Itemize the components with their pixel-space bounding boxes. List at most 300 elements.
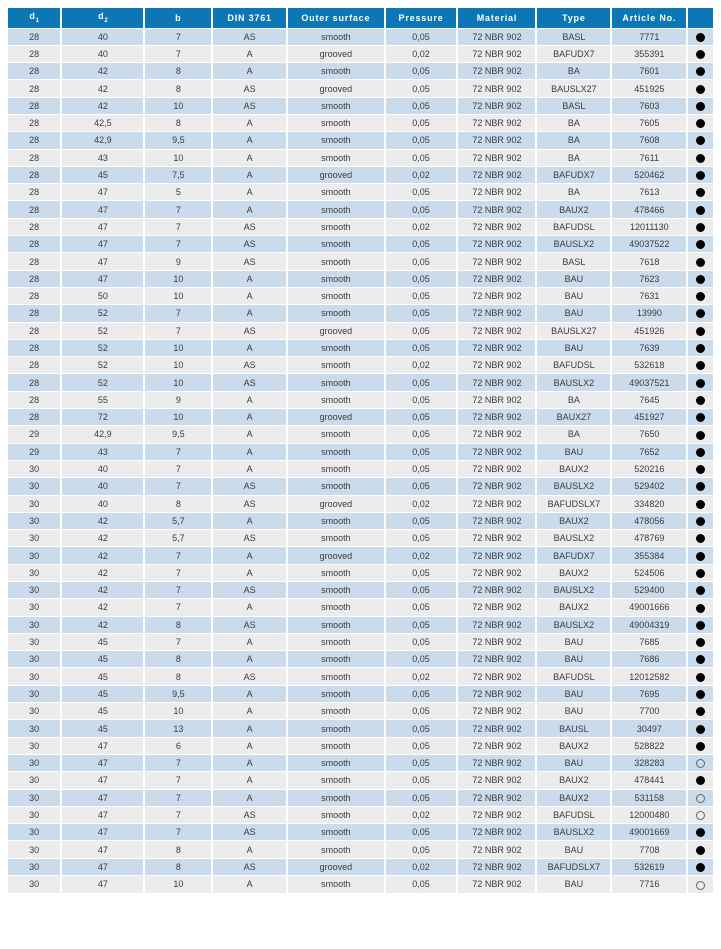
cell-material: 72 NBR 902 xyxy=(457,530,536,547)
cell-marker xyxy=(687,132,713,149)
cell-marker xyxy=(687,582,713,599)
cell-material: 72 NBR 902 xyxy=(457,703,536,720)
cell-din: AS xyxy=(212,97,287,114)
cell-pressure: 0,05 xyxy=(385,789,458,806)
cell-b: 7 xyxy=(144,547,212,564)
cell-din: AS xyxy=(212,582,287,599)
cell-article: 7686 xyxy=(611,651,687,668)
cell-d2: 47 xyxy=(61,841,144,858)
table-row xyxy=(8,564,713,581)
cell-material: 72 NBR 902 xyxy=(457,80,536,97)
cell-d2: 42 xyxy=(61,512,144,529)
table-row xyxy=(8,236,713,253)
cell-d2: 47 xyxy=(61,737,144,754)
cell-article: 12011130 xyxy=(611,218,687,235)
cell-pressure: 0,02 xyxy=(385,218,458,235)
table-row xyxy=(8,599,713,616)
cell-b: 7 xyxy=(144,218,212,235)
cell-pressure: 0,05 xyxy=(385,530,458,547)
cell-type: BAFUDSL xyxy=(536,806,611,823)
filled-circle-icon xyxy=(696,465,705,474)
cell-marker xyxy=(687,495,713,512)
cell-din: AS xyxy=(212,806,287,823)
table-row xyxy=(8,633,713,650)
cell-outer: smooth xyxy=(287,28,384,45)
cell-b: 7 xyxy=(144,478,212,495)
cell-d1: 28 xyxy=(8,357,61,374)
cell-material: 72 NBR 902 xyxy=(457,184,536,201)
cell-article: 7685 xyxy=(611,633,687,650)
cell-article: 49004319 xyxy=(611,616,687,633)
cell-outer: smooth xyxy=(287,443,384,460)
cell-article: 328283 xyxy=(611,754,687,771)
cell-article: 49037521 xyxy=(611,374,687,391)
cell-b: 7 xyxy=(144,582,212,599)
filled-circle-icon xyxy=(696,863,705,872)
cell-b: 10 xyxy=(144,97,212,114)
cell-pressure: 0,05 xyxy=(385,737,458,754)
table-row xyxy=(8,97,713,114)
cell-b: 7 xyxy=(144,599,212,616)
cell-pressure: 0,02 xyxy=(385,547,458,564)
cell-outer: smooth xyxy=(287,357,384,374)
cell-article: 7645 xyxy=(611,391,687,408)
cell-din: AS xyxy=(212,824,287,841)
cell-type: BAFUDSLX7 xyxy=(536,858,611,875)
cell-article: 49037522 xyxy=(611,236,687,253)
cell-pressure: 0,05 xyxy=(385,339,458,356)
cell-article: 528822 xyxy=(611,737,687,754)
cell-b: 8 xyxy=(144,651,212,668)
cell-marker xyxy=(687,201,713,218)
cell-material: 72 NBR 902 xyxy=(457,668,536,685)
cell-pressure: 0,02 xyxy=(385,858,458,875)
cell-type: BAU xyxy=(536,703,611,720)
filled-circle-icon xyxy=(696,586,705,595)
cell-din: A xyxy=(212,876,287,893)
table-row xyxy=(8,824,713,841)
cell-marker xyxy=(687,391,713,408)
table-row xyxy=(8,668,713,685)
column-header-b xyxy=(144,8,212,28)
cell-marker xyxy=(687,806,713,823)
cell-article: 7613 xyxy=(611,184,687,201)
cell-din: A xyxy=(212,201,287,218)
cell-material: 72 NBR 902 xyxy=(457,236,536,253)
cell-outer: smooth xyxy=(287,114,384,131)
cell-din: A xyxy=(212,703,287,720)
filled-circle-icon xyxy=(696,206,705,215)
cell-article: 478441 xyxy=(611,772,687,789)
cell-din: AS xyxy=(212,530,287,547)
cell-b: 7 xyxy=(144,633,212,650)
column-header-label: d xyxy=(29,11,36,22)
cell-d1: 28 xyxy=(8,166,61,183)
cell-pressure: 0,05 xyxy=(385,287,458,304)
cell-marker xyxy=(687,478,713,495)
cell-marker xyxy=(687,512,713,529)
cell-d1: 29 xyxy=(8,426,61,443)
cell-d2: 55 xyxy=(61,391,144,408)
cell-pressure: 0,05 xyxy=(385,322,458,339)
cell-marker xyxy=(687,63,713,80)
table-row xyxy=(8,166,713,183)
cell-d1: 30 xyxy=(8,824,61,841)
table-row xyxy=(8,789,713,806)
cell-pressure: 0,02 xyxy=(385,806,458,823)
cell-material: 72 NBR 902 xyxy=(457,564,536,581)
cell-marker xyxy=(687,270,713,287)
cell-din: AS xyxy=(212,374,287,391)
table-row xyxy=(8,305,713,322)
cell-d1: 28 xyxy=(8,305,61,322)
cell-type: BASL xyxy=(536,253,611,270)
cell-b: 9,5 xyxy=(144,426,212,443)
cell-pressure: 0,05 xyxy=(385,512,458,529)
cell-b: 8 xyxy=(144,858,212,875)
cell-b: 8 xyxy=(144,80,212,97)
cell-d1: 28 xyxy=(8,391,61,408)
cell-article: 7652 xyxy=(611,443,687,460)
cell-material: 72 NBR 902 xyxy=(457,287,536,304)
cell-pressure: 0,05 xyxy=(385,478,458,495)
filled-circle-icon xyxy=(696,742,705,751)
cell-type: BAUSLX27 xyxy=(536,322,611,339)
cell-outer: smooth xyxy=(287,339,384,356)
cell-din: A xyxy=(212,114,287,131)
cell-material: 72 NBR 902 xyxy=(457,512,536,529)
filled-circle-icon xyxy=(696,292,705,301)
cell-d2: 43 xyxy=(61,149,144,166)
filled-circle-icon xyxy=(696,448,705,457)
cell-type: BAUSLX2 xyxy=(536,616,611,633)
cell-type: BAFUDSL xyxy=(536,218,611,235)
cell-b: 6 xyxy=(144,737,212,754)
cell-article: 12000480 xyxy=(611,806,687,823)
cell-pressure: 0,05 xyxy=(385,443,458,460)
cell-d1: 30 xyxy=(8,512,61,529)
cell-d2: 52 xyxy=(61,305,144,322)
cell-marker xyxy=(687,28,713,45)
cell-article: 7716 xyxy=(611,876,687,893)
cell-din: A xyxy=(212,305,287,322)
cell-material: 72 NBR 902 xyxy=(457,339,536,356)
cell-din: A xyxy=(212,685,287,702)
cell-pressure: 0,05 xyxy=(385,236,458,253)
cell-b: 9,5 xyxy=(144,685,212,702)
cell-d1: 28 xyxy=(8,253,61,270)
cell-pressure: 0,05 xyxy=(385,63,458,80)
cell-type: BA xyxy=(536,149,611,166)
filled-circle-icon xyxy=(696,828,705,837)
cell-article: 7708 xyxy=(611,841,687,858)
cell-b: 13 xyxy=(144,720,212,737)
cell-b: 10 xyxy=(144,409,212,426)
cell-din: A xyxy=(212,391,287,408)
cell-material: 72 NBR 902 xyxy=(457,218,536,235)
cell-pressure: 0,05 xyxy=(385,651,458,668)
table-header xyxy=(8,8,713,28)
cell-d1: 30 xyxy=(8,720,61,737)
cell-din: A xyxy=(212,149,287,166)
cell-d1: 30 xyxy=(8,564,61,581)
table-row xyxy=(8,426,713,443)
cell-pressure: 0,05 xyxy=(385,824,458,841)
cell-d1: 28 xyxy=(8,28,61,45)
cell-outer: smooth xyxy=(287,460,384,477)
cell-material: 72 NBR 902 xyxy=(457,651,536,668)
cell-material: 72 NBR 902 xyxy=(457,616,536,633)
cell-pressure: 0,05 xyxy=(385,460,458,477)
cell-pressure: 0,05 xyxy=(385,97,458,114)
cell-type: BAUX2 xyxy=(536,599,611,616)
cell-pressure: 0,02 xyxy=(385,357,458,374)
cell-outer: smooth xyxy=(287,772,384,789)
cell-material: 72 NBR 902 xyxy=(457,460,536,477)
cell-type: BAU xyxy=(536,339,611,356)
cell-marker xyxy=(687,703,713,720)
table-row xyxy=(8,357,713,374)
cell-article: 451927 xyxy=(611,409,687,426)
cell-d1: 29 xyxy=(8,443,61,460)
cell-article: 7695 xyxy=(611,685,687,702)
cell-d1: 30 xyxy=(8,599,61,616)
cell-outer: smooth xyxy=(287,132,384,149)
cell-d2: 42 xyxy=(61,616,144,633)
table-row xyxy=(8,28,713,45)
filled-circle-icon xyxy=(696,431,705,440)
cell-d2: 47 xyxy=(61,754,144,771)
cell-b: 8 xyxy=(144,668,212,685)
table-row xyxy=(8,582,713,599)
cell-marker xyxy=(687,876,713,893)
cell-din: AS xyxy=(212,80,287,97)
cell-din: AS xyxy=(212,668,287,685)
cell-type: BAU xyxy=(536,651,611,668)
cell-outer: smooth xyxy=(287,876,384,893)
cell-outer: smooth xyxy=(287,478,384,495)
cell-material: 72 NBR 902 xyxy=(457,858,536,875)
cell-type: BAFUDSL xyxy=(536,668,611,685)
cell-pressure: 0,05 xyxy=(385,616,458,633)
cell-pressure: 0,05 xyxy=(385,409,458,426)
cell-din: A xyxy=(212,287,287,304)
cell-d1: 28 xyxy=(8,114,61,131)
cell-din: AS xyxy=(212,253,287,270)
cell-d1: 30 xyxy=(8,582,61,599)
cell-d1: 30 xyxy=(8,876,61,893)
cell-d1: 28 xyxy=(8,63,61,80)
filled-circle-icon xyxy=(696,500,705,509)
filled-circle-icon xyxy=(696,534,705,543)
column-header-label: Article No. xyxy=(622,12,677,23)
cell-type: BAFUDX7 xyxy=(536,547,611,564)
cell-d2: 50 xyxy=(61,287,144,304)
cell-marker xyxy=(687,305,713,322)
table-row xyxy=(8,443,713,460)
cell-d1: 28 xyxy=(8,201,61,218)
cell-d1: 30 xyxy=(8,668,61,685)
cell-din: A xyxy=(212,772,287,789)
cell-outer: smooth xyxy=(287,287,384,304)
cell-pressure: 0,05 xyxy=(385,703,458,720)
cell-outer: smooth xyxy=(287,184,384,201)
cell-d1: 30 xyxy=(8,806,61,823)
cell-material: 72 NBR 902 xyxy=(457,720,536,737)
cell-b: 10 xyxy=(144,287,212,304)
filled-circle-icon xyxy=(696,223,705,232)
cell-pressure: 0,05 xyxy=(385,876,458,893)
cell-outer: smooth xyxy=(287,737,384,754)
cell-din: A xyxy=(212,651,287,668)
cell-pressure: 0,05 xyxy=(385,685,458,702)
cell-d1: 28 xyxy=(8,322,61,339)
cell-marker xyxy=(687,789,713,806)
product-table xyxy=(8,8,713,893)
cell-b: 7 xyxy=(144,824,212,841)
cell-material: 72 NBR 902 xyxy=(457,478,536,495)
cell-din: A xyxy=(212,63,287,80)
cell-b: 8 xyxy=(144,114,212,131)
cell-d2: 52 xyxy=(61,339,144,356)
cell-material: 72 NBR 902 xyxy=(457,305,536,322)
cell-type: BAUSLX2 xyxy=(536,374,611,391)
cell-article: 12012582 xyxy=(611,668,687,685)
column-header-d1 xyxy=(8,8,61,28)
cell-marker xyxy=(687,616,713,633)
cell-material: 72 NBR 902 xyxy=(457,391,536,408)
cell-d2: 45 xyxy=(61,668,144,685)
cell-b: 5 xyxy=(144,184,212,201)
cell-type: BA xyxy=(536,132,611,149)
cell-article: 7618 xyxy=(611,253,687,270)
cell-d1: 30 xyxy=(8,547,61,564)
cell-article: 451925 xyxy=(611,80,687,97)
cell-material: 72 NBR 902 xyxy=(457,253,536,270)
cell-type: BAUSLX2 xyxy=(536,530,611,547)
cell-marker xyxy=(687,599,713,616)
cell-pressure: 0,05 xyxy=(385,132,458,149)
filled-circle-icon xyxy=(696,655,705,664)
cell-d2: 45 xyxy=(61,685,144,702)
cell-material: 72 NBR 902 xyxy=(457,270,536,287)
cell-din: AS xyxy=(212,858,287,875)
cell-type: BA xyxy=(536,391,611,408)
cell-marker xyxy=(687,633,713,650)
column-header-label: Pressure xyxy=(398,12,444,23)
filled-circle-icon xyxy=(696,136,705,145)
cell-d2: 40 xyxy=(61,45,144,62)
cell-type: BAU xyxy=(536,633,611,650)
cell-type: BAU xyxy=(536,685,611,702)
cell-material: 72 NBR 902 xyxy=(457,149,536,166)
table-row xyxy=(8,530,713,547)
cell-d2: 42 xyxy=(61,63,144,80)
cell-material: 72 NBR 902 xyxy=(457,426,536,443)
cell-type: BAUSL xyxy=(536,720,611,737)
cell-din: AS xyxy=(212,322,287,339)
cell-d1: 30 xyxy=(8,858,61,875)
cell-d1: 30 xyxy=(8,495,61,512)
cell-d1: 28 xyxy=(8,409,61,426)
cell-outer: grooved xyxy=(287,858,384,875)
cell-article: 7771 xyxy=(611,28,687,45)
cell-outer: smooth xyxy=(287,236,384,253)
cell-article: 334820 xyxy=(611,495,687,512)
cell-b: 8 xyxy=(144,63,212,80)
cell-type: BAUX2 xyxy=(536,737,611,754)
cell-article: 355391 xyxy=(611,45,687,62)
cell-din: AS xyxy=(212,616,287,633)
cell-b: 7 xyxy=(144,236,212,253)
cell-type: BAU xyxy=(536,754,611,771)
table-row xyxy=(8,460,713,477)
filled-circle-icon xyxy=(696,67,705,76)
cell-article: 7605 xyxy=(611,114,687,131)
filled-circle-icon xyxy=(696,240,705,249)
cell-article: 7611 xyxy=(611,149,687,166)
cell-din: A xyxy=(212,443,287,460)
cell-article: 529400 xyxy=(611,582,687,599)
table-row xyxy=(8,218,713,235)
cell-b: 7 xyxy=(144,564,212,581)
cell-b: 10 xyxy=(144,270,212,287)
cell-din: A xyxy=(212,789,287,806)
cell-d2: 47 xyxy=(61,772,144,789)
table-row xyxy=(8,858,713,875)
cell-marker xyxy=(687,166,713,183)
cell-material: 72 NBR 902 xyxy=(457,806,536,823)
cell-b: 9 xyxy=(144,253,212,270)
cell-material: 72 NBR 902 xyxy=(457,63,536,80)
cell-d2: 42 xyxy=(61,582,144,599)
table-row xyxy=(8,409,713,426)
cell-d1: 28 xyxy=(8,97,61,114)
cell-outer: smooth xyxy=(287,512,384,529)
cell-type: BAFUDSLX7 xyxy=(536,495,611,512)
cell-b: 7 xyxy=(144,28,212,45)
cell-d2: 72 xyxy=(61,409,144,426)
cell-din: A xyxy=(212,754,287,771)
cell-outer: smooth xyxy=(287,582,384,599)
cell-outer: smooth xyxy=(287,841,384,858)
cell-material: 72 NBR 902 xyxy=(457,685,536,702)
cell-outer: smooth xyxy=(287,374,384,391)
table-row xyxy=(8,685,713,702)
cell-b: 7 xyxy=(144,789,212,806)
cell-d2: 42 xyxy=(61,547,144,564)
filled-circle-icon xyxy=(696,552,705,561)
cell-article: 532618 xyxy=(611,357,687,374)
table-row xyxy=(8,374,713,391)
cell-din: AS xyxy=(212,28,287,45)
cell-d1: 28 xyxy=(8,80,61,97)
cell-outer: smooth xyxy=(287,703,384,720)
cell-marker xyxy=(687,668,713,685)
cell-din: A xyxy=(212,339,287,356)
table-row xyxy=(8,391,713,408)
table-row xyxy=(8,322,713,339)
cell-din: AS xyxy=(212,218,287,235)
cell-b: 7 xyxy=(144,201,212,218)
cell-article: 478466 xyxy=(611,201,687,218)
cell-d2: 47 xyxy=(61,236,144,253)
table-row xyxy=(8,132,713,149)
cell-d1: 30 xyxy=(8,651,61,668)
cell-din: A xyxy=(212,270,287,287)
cell-outer: smooth xyxy=(287,270,384,287)
cell-din: A xyxy=(212,460,287,477)
